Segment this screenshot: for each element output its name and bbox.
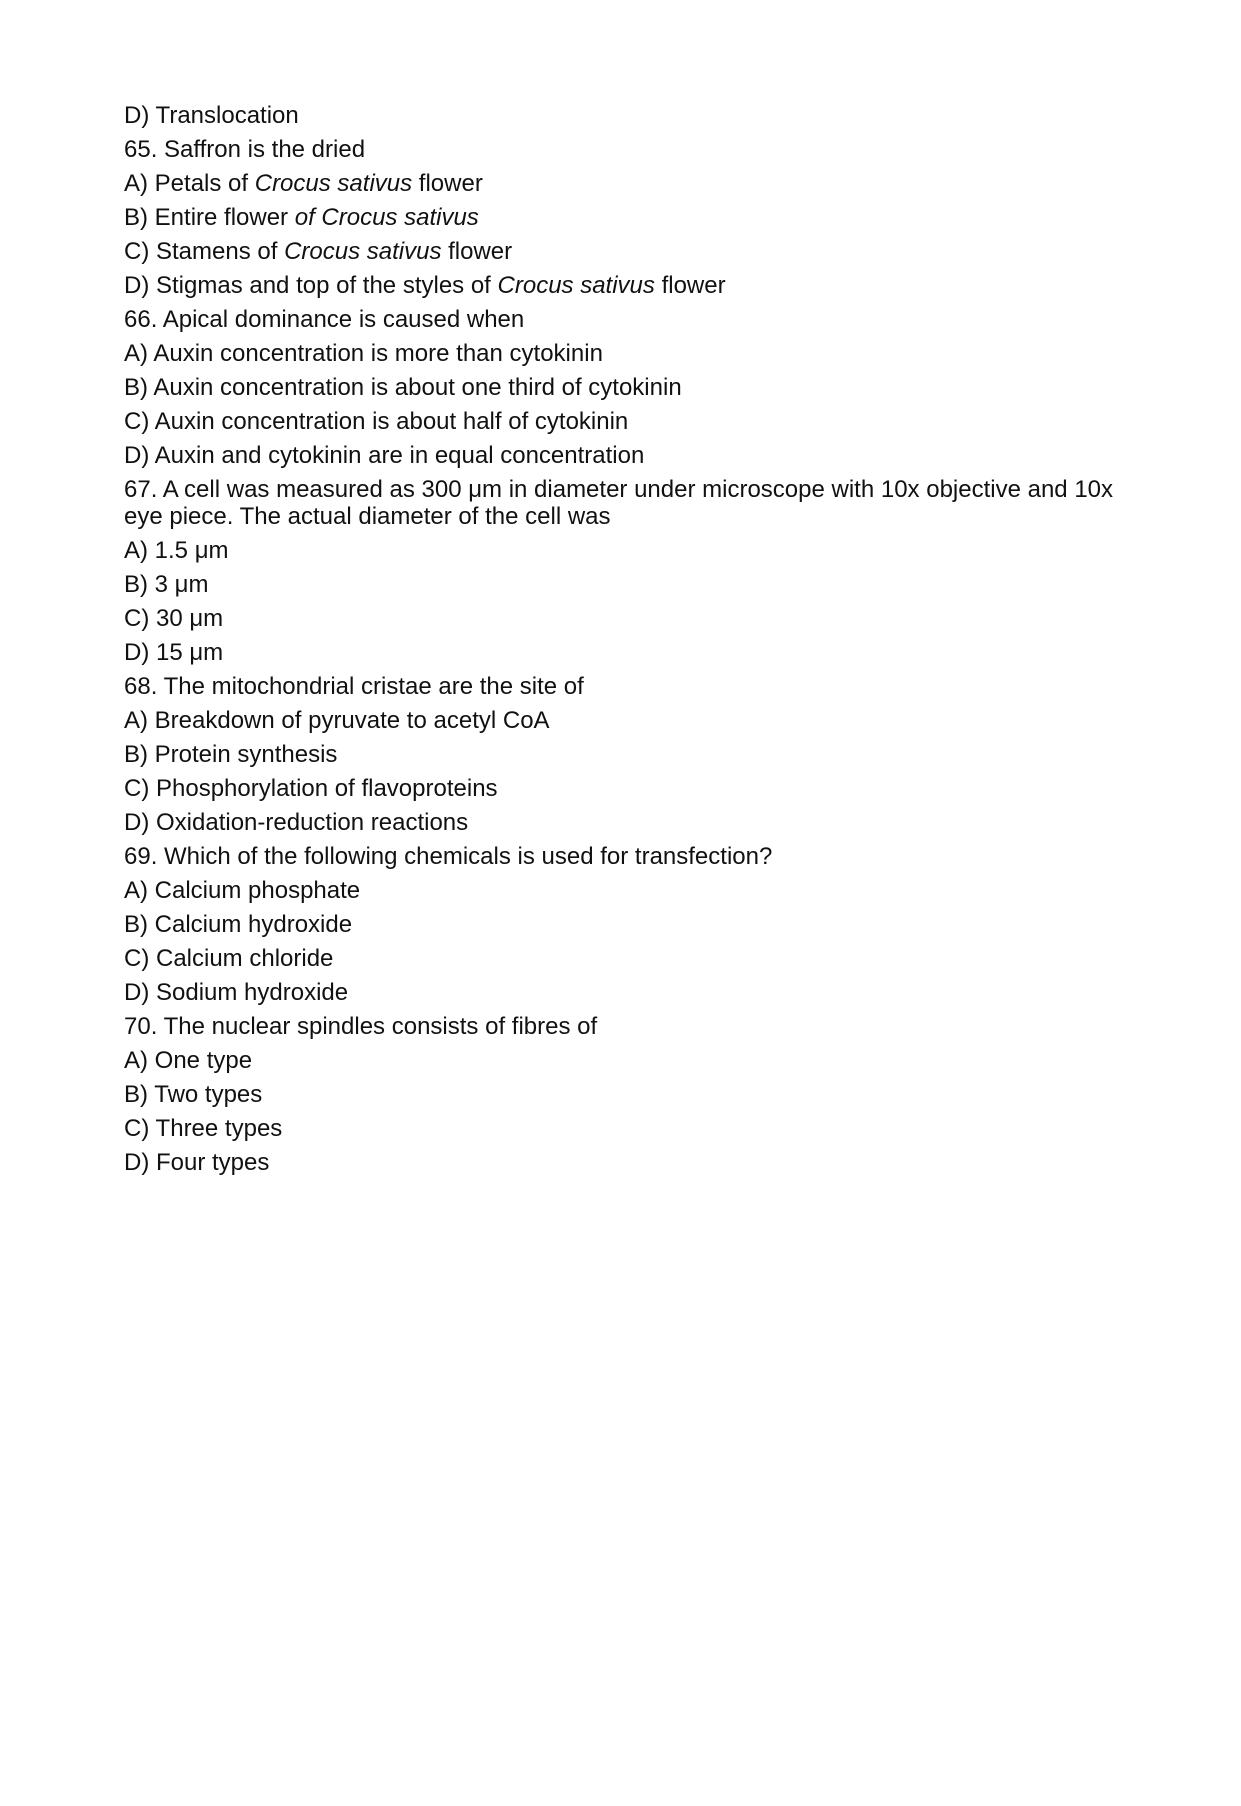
option-65-c: C) Stamens of Crocus sativus flower: [124, 238, 513, 265]
option-69-c: C) Calcium chloride: [124, 945, 334, 972]
option-69-b: B) Calcium hydroxide: [124, 911, 353, 938]
option-66-a: A) Auxin concentration is more than cytokinin: [124, 340, 603, 367]
option-70-c: C) Three types: [124, 1115, 283, 1142]
option-68-b: B) Protein synthesis: [124, 741, 338, 768]
option-64-d: D) Translocation: [124, 102, 299, 129]
option-67-b: B) 3 μm: [124, 571, 209, 598]
option-68-d: D) Oxidation-reduction reactions: [124, 809, 469, 836]
option-65-a: A) Petals of Crocus sativus flower: [124, 170, 483, 197]
option-66-c: C) Auxin concentration is about half of cytokinin: [124, 408, 629, 435]
option-70-a: A) One type: [124, 1047, 253, 1074]
option-70-b: B) Two types: [124, 1081, 263, 1108]
question-68: 68. The mitochondrial cristae are the site of: [124, 673, 584, 700]
option-70-d: D) Four types: [124, 1149, 270, 1176]
option-67-d: D) 15 μm: [124, 639, 224, 666]
option-66-b: B) Auxin concentration is about one third of cytokinin: [124, 374, 682, 401]
option-66-d: D) Auxin and cytokinin are in equal concentration: [124, 442, 645, 469]
option-67-a: A) 1.5 μm: [124, 537, 229, 564]
option-68-c: C) Phosphorylation of flavoproteins: [124, 775, 498, 802]
question-65: 65. Saffron is the dried: [124, 136, 366, 163]
option-69-a: A) Calcium phosphate: [124, 877, 361, 904]
document-page: [124, 99, 1124, 1180]
option-69-d: D) Sodium hydroxide: [124, 979, 349, 1006]
option-68-a: A) Breakdown of pyruvate to acetyl CoA: [124, 707, 550, 734]
question-70: 70. The nuclear spindles consists of fibres of: [124, 1013, 598, 1040]
question-66: 66. Apical dominance is caused when: [124, 306, 525, 333]
option-65-d: D) Stigmas and top of the styles of Crocus sativus flower: [124, 272, 726, 299]
option-65-b: B) Entire flower of Crocus sativus: [124, 204, 479, 231]
question-69: 69. Which of the following chemicals is used for transfection?: [124, 843, 773, 870]
question-67: 67. A cell was measured as 300 μm in diameter under microscope with 10x objective and 10x eye piece. The actual diameter of the cell was: [124, 476, 1114, 530]
option-67-c: C) 30 μm: [124, 605, 224, 632]
